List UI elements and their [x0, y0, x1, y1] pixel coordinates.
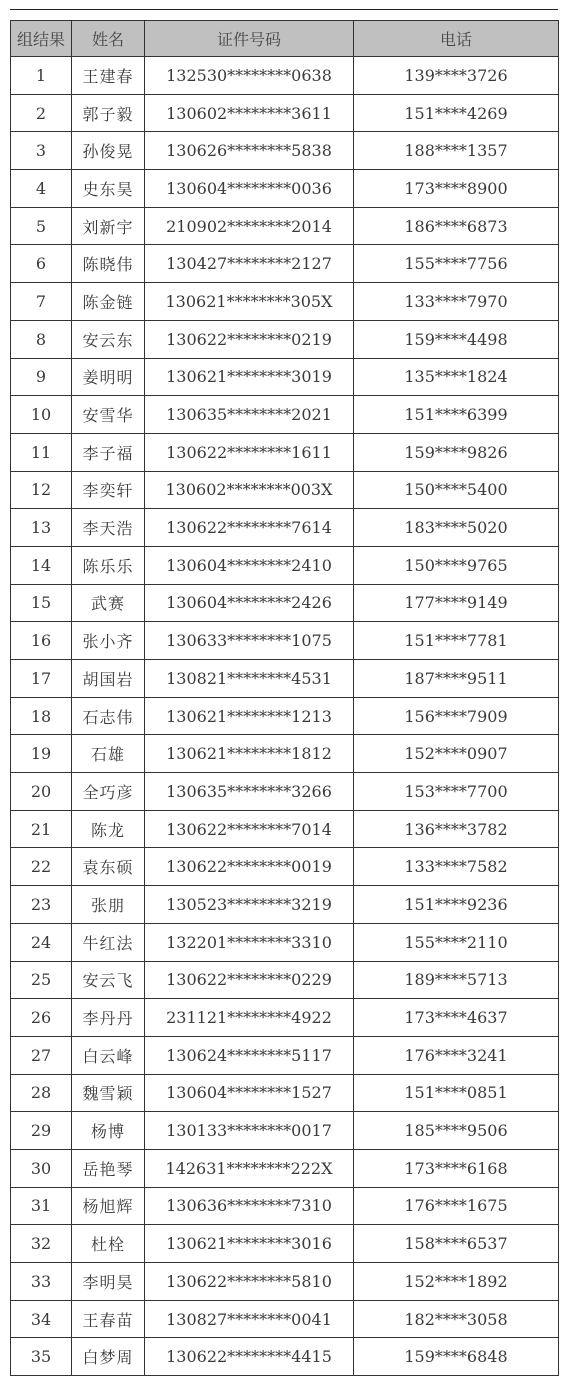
name-cell: 岳艳琴 [72, 1149, 145, 1187]
table-row [11, 1263, 559, 1301]
row-number-cell: 27 [11, 1036, 72, 1074]
row-number-cell: 10 [11, 396, 72, 434]
name-cell: 张朋 [72, 886, 145, 924]
name-cell: 陈金链 [72, 283, 145, 321]
row-number-cell: 29 [11, 1112, 72, 1150]
name-cell: 陈乐乐 [72, 546, 145, 584]
header-group-result: 组结果 [11, 21, 72, 57]
table-body [11, 57, 559, 1376]
phone-cell: 139****3726 [354, 57, 559, 95]
table-row [11, 584, 559, 622]
id-number-cell: 130523********3219 [145, 886, 354, 924]
phone-cell: 151****9236 [354, 886, 559, 924]
top-border-line [10, 9, 558, 10]
table-row [11, 773, 559, 811]
table-row [11, 1300, 559, 1338]
id-number-cell: 130133********0017 [145, 1112, 354, 1150]
table-row [11, 207, 559, 245]
row-number-cell: 22 [11, 848, 72, 886]
row-number-cell: 13 [11, 509, 72, 547]
name-cell: 魏雪颖 [72, 1074, 145, 1112]
row-number-cell: 18 [11, 697, 72, 735]
name-cell: 牛红法 [72, 923, 145, 961]
table-row [11, 132, 559, 170]
table-row [11, 923, 559, 961]
phone-cell: 158****6537 [354, 1225, 559, 1263]
id-number-cell: 130622********1611 [145, 433, 354, 471]
table-row [11, 1338, 559, 1376]
row-number-cell: 8 [11, 320, 72, 358]
row-number-cell: 34 [11, 1300, 72, 1338]
phone-cell: 173****8900 [354, 170, 559, 208]
phone-cell: 177****9149 [354, 584, 559, 622]
table-row [11, 999, 559, 1037]
id-number-cell: 130604********2410 [145, 546, 354, 584]
name-cell: 袁东硕 [72, 848, 145, 886]
phone-cell: 159****9826 [354, 433, 559, 471]
name-cell: 姜明明 [72, 358, 145, 396]
table-row [11, 961, 559, 999]
row-number-cell: 23 [11, 886, 72, 924]
row-number-cell: 20 [11, 773, 72, 811]
phone-cell: 173****6168 [354, 1149, 559, 1187]
phone-cell: 153****7700 [354, 773, 559, 811]
id-number-cell: 130622********0019 [145, 848, 354, 886]
row-number-cell: 16 [11, 622, 72, 660]
id-number-cell: 130635********2021 [145, 396, 354, 434]
phone-cell: 151****4269 [354, 94, 559, 132]
id-number-cell: 130622********0229 [145, 961, 354, 999]
table-row [11, 697, 559, 735]
table-row [11, 1187, 559, 1225]
phone-cell: 133****7970 [354, 283, 559, 321]
name-cell: 白梦周 [72, 1338, 145, 1376]
row-number-cell: 3 [11, 132, 72, 170]
id-number-cell: 142631********222X [145, 1149, 354, 1187]
row-number-cell: 1 [11, 57, 72, 95]
row-number-cell: 28 [11, 1074, 72, 1112]
row-number-cell: 31 [11, 1187, 72, 1225]
name-cell: 石雄 [72, 735, 145, 773]
row-number-cell: 21 [11, 810, 72, 848]
phone-cell: 183****5020 [354, 509, 559, 547]
row-number-cell: 33 [11, 1263, 72, 1301]
id-number-cell: 130604********0036 [145, 170, 354, 208]
id-number-cell: 130635********3266 [145, 773, 354, 811]
name-cell: 郭子毅 [72, 94, 145, 132]
name-cell: 史东昊 [72, 170, 145, 208]
name-cell: 全巧彦 [72, 773, 145, 811]
id-number-cell: 130821********4531 [145, 660, 354, 698]
phone-cell: 152****1892 [354, 1263, 559, 1301]
phone-cell: 155****2110 [354, 923, 559, 961]
header-phone: 电话 [354, 21, 559, 57]
id-number-cell: 130633********1075 [145, 622, 354, 660]
row-number-cell: 14 [11, 546, 72, 584]
id-number-cell: 130622********4415 [145, 1338, 354, 1376]
id-number-cell: 130602********003X [145, 471, 354, 509]
table-row [11, 1112, 559, 1150]
phone-cell: 173****4637 [354, 999, 559, 1037]
id-number-cell: 132530********0638 [145, 57, 354, 95]
id-number-cell: 231121********4922 [145, 999, 354, 1037]
row-number-cell: 19 [11, 735, 72, 773]
name-cell: 王建春 [72, 57, 145, 95]
phone-cell: 156****7909 [354, 697, 559, 735]
table-row [11, 471, 559, 509]
name-cell: 陈晓伟 [72, 245, 145, 283]
phone-cell: 185****9506 [354, 1112, 559, 1150]
name-cell: 安雪华 [72, 396, 145, 434]
row-number-cell: 30 [11, 1149, 72, 1187]
header-name: 姓名 [72, 21, 145, 57]
header-id-number: 证件号码 [145, 21, 354, 57]
row-number-cell: 17 [11, 660, 72, 698]
name-cell: 李明昊 [72, 1263, 145, 1301]
phone-cell: 133****7582 [354, 848, 559, 886]
id-number-cell: 130624********5117 [145, 1036, 354, 1074]
name-cell: 李丹丹 [72, 999, 145, 1037]
phone-cell: 151****7781 [354, 622, 559, 660]
row-number-cell: 35 [11, 1338, 72, 1376]
table-row [11, 94, 559, 132]
table-row [11, 320, 559, 358]
phone-cell: 159****4498 [354, 320, 559, 358]
header-row [11, 21, 559, 57]
table-row [11, 433, 559, 471]
table-row [11, 170, 559, 208]
row-number-cell: 6 [11, 245, 72, 283]
id-number-cell: 130621********3019 [145, 358, 354, 396]
table-row [11, 509, 559, 547]
table-row [11, 886, 559, 924]
row-number-cell: 26 [11, 999, 72, 1037]
name-cell: 白云峰 [72, 1036, 145, 1074]
row-number-cell: 25 [11, 961, 72, 999]
id-number-cell: 130604********2426 [145, 584, 354, 622]
row-number-cell: 11 [11, 433, 72, 471]
row-number-cell: 15 [11, 584, 72, 622]
name-cell: 杨博 [72, 1112, 145, 1150]
name-cell: 杜栓 [72, 1225, 145, 1263]
name-cell: 石志伟 [72, 697, 145, 735]
name-cell: 李子福 [72, 433, 145, 471]
id-number-cell: 130622********7014 [145, 810, 354, 848]
row-number-cell: 32 [11, 1225, 72, 1263]
id-number-cell: 130621********1213 [145, 697, 354, 735]
phone-cell: 150****5400 [354, 471, 559, 509]
name-cell: 胡国岩 [72, 660, 145, 698]
table-row [11, 848, 559, 886]
id-number-cell: 130604********1527 [145, 1074, 354, 1112]
name-cell: 武赛 [72, 584, 145, 622]
id-number-cell: 132201********3310 [145, 923, 354, 961]
table-row [11, 735, 559, 773]
phone-cell: 159****6848 [354, 1338, 559, 1376]
row-number-cell: 4 [11, 170, 72, 208]
phone-cell: 136****3782 [354, 810, 559, 848]
phone-cell: 176****1675 [354, 1187, 559, 1225]
name-cell: 李奕轩 [72, 471, 145, 509]
id-number-cell: 130621********3016 [145, 1225, 354, 1263]
table-row [11, 660, 559, 698]
row-number-cell: 2 [11, 94, 72, 132]
id-number-cell: 130621********305X [145, 283, 354, 321]
table-row [11, 358, 559, 396]
name-cell: 杨旭辉 [72, 1187, 145, 1225]
id-number-cell: 130827********0041 [145, 1300, 354, 1338]
table-row [11, 1225, 559, 1263]
phone-cell: 151****6399 [354, 396, 559, 434]
name-cell: 王春苗 [72, 1300, 145, 1338]
name-cell: 李天浩 [72, 509, 145, 547]
table-header [11, 21, 559, 57]
id-number-cell: 130626********5838 [145, 132, 354, 170]
id-number-cell: 210902********2014 [145, 207, 354, 245]
row-number-cell: 9 [11, 358, 72, 396]
name-cell: 安云飞 [72, 961, 145, 999]
phone-cell: 152****0907 [354, 735, 559, 773]
table-row [11, 283, 559, 321]
name-cell: 孙俊晃 [72, 132, 145, 170]
name-cell: 安云东 [72, 320, 145, 358]
phone-cell: 176****3241 [354, 1036, 559, 1074]
row-number-cell: 24 [11, 923, 72, 961]
phone-cell: 188****1357 [354, 132, 559, 170]
table-row [11, 1149, 559, 1187]
name-cell: 张小齐 [72, 622, 145, 660]
id-number-cell: 130602********3611 [145, 94, 354, 132]
phone-cell: 135****1824 [354, 358, 559, 396]
name-cell: 陈龙 [72, 810, 145, 848]
phone-cell: 186****6873 [354, 207, 559, 245]
table-row [11, 622, 559, 660]
table-row [11, 1074, 559, 1112]
phone-cell: 187****9511 [354, 660, 559, 698]
phone-cell: 182****3058 [354, 1300, 559, 1338]
row-number-cell: 7 [11, 283, 72, 321]
row-number-cell: 12 [11, 471, 72, 509]
table-row [11, 1036, 559, 1074]
table-row [11, 810, 559, 848]
table-row [11, 57, 559, 95]
id-number-cell: 130622********5810 [145, 1263, 354, 1301]
phone-cell: 155****7756 [354, 245, 559, 283]
id-number-cell: 130622********7614 [145, 509, 354, 547]
id-number-cell: 130621********1812 [145, 735, 354, 773]
id-number-cell: 130636********7310 [145, 1187, 354, 1225]
name-cell: 刘新宇 [72, 207, 145, 245]
phone-cell: 150****9765 [354, 546, 559, 584]
phone-cell: 151****0851 [354, 1074, 559, 1112]
phone-cell: 189****5713 [354, 961, 559, 999]
table-row [11, 396, 559, 434]
id-number-cell: 130622********0219 [145, 320, 354, 358]
row-number-cell: 5 [11, 207, 72, 245]
table-row [11, 245, 559, 283]
table-row [11, 546, 559, 584]
id-number-cell: 130427********2127 [145, 245, 354, 283]
results-table [10, 20, 559, 1376]
